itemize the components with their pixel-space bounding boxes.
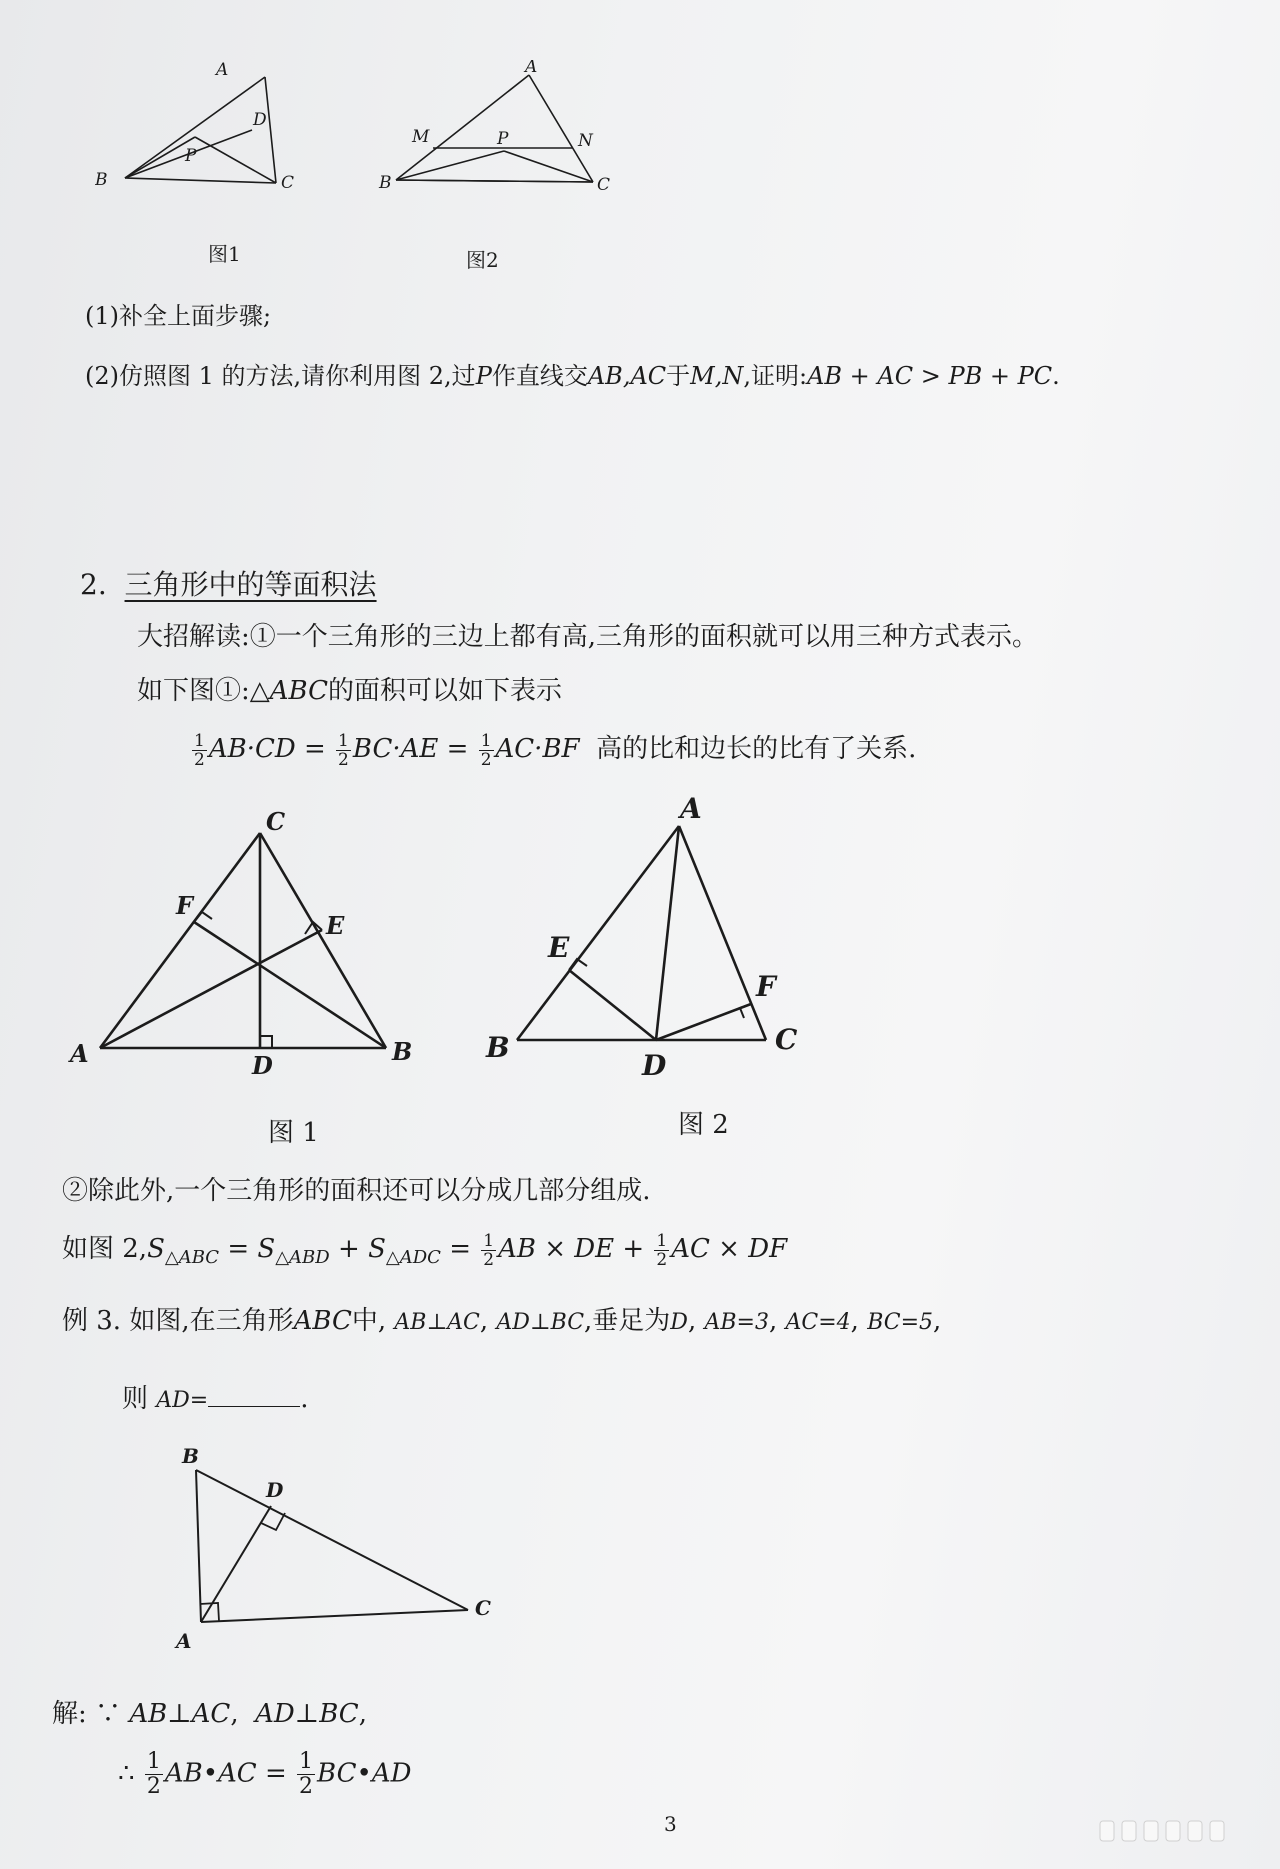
section-figure-1-caption: 图 1	[268, 1118, 319, 1148]
example-3-question: 则 AD= .	[122, 1384, 309, 1414]
top-figure-1	[95, 55, 325, 225]
svg-text:B: B	[95, 170, 108, 190]
question-2: (2)仿照图 1 的方法,请你利用图 2,过P作直线交AB,AC于M,N,证明:AB + AC > PB + PC.	[85, 362, 1060, 390]
svg-text:D: D	[642, 1049, 667, 1082]
svg-text:E: E	[326, 911, 345, 940]
svg-text:B: B	[182, 1444, 199, 1468]
area-sum-formula: 如图 $2,S_{\triangle ABC} = S_{\triangle ABD} + S_{\triangle ADC}$ = $\frac{1}{2}$ AB × DE + $\frac{1}{2}$ AC × DF	[62, 1230, 788, 1270]
svg-text:D: D	[253, 110, 267, 130]
svg-text:E: E	[548, 931, 570, 964]
top-figure-2-caption: 图2	[466, 248, 499, 272]
section-2-other: ②除此外,一个三角形的面积还可以分成几部分组成.	[62, 1176, 651, 1206]
section-2-intro: 大招解读:①一个三角形的三边上都有高,三角形的面积就可以用三种方式表示。	[137, 622, 1039, 652]
svg-text:B: B	[392, 1037, 413, 1066]
svg-text:A: A	[216, 60, 229, 80]
section-2-heading: 2. 三角形中的等面积法	[80, 568, 377, 601]
svg-text:A: A	[176, 1629, 192, 1653]
section-figure-2-caption: 图 2	[678, 1110, 729, 1140]
question-1: (1)补全上面步骤;	[85, 302, 272, 330]
section-figure-2	[480, 785, 810, 1085]
svg-text:C: C	[597, 175, 611, 195]
example-3: 例 3. 如图,在三角形ABC中, AB⊥AC, AD⊥BC,垂足为D, AB=3, AC=4, BC=5,	[62, 1306, 942, 1336]
svg-text:D: D	[266, 1478, 284, 1502]
svg-text:B: B	[486, 1031, 510, 1064]
svg-text:P: P	[185, 146, 197, 166]
svg-text:C: C	[281, 173, 295, 193]
top-figure-2	[375, 60, 635, 230]
svg-text:D: D	[252, 1051, 273, 1080]
svg-text:N: N	[578, 131, 593, 151]
svg-text:A: A	[525, 60, 538, 77]
svg-text:F: F	[176, 891, 194, 920]
svg-text:C: C	[475, 1596, 491, 1620]
svg-text:B: B	[379, 173, 392, 193]
svg-text:A: A	[680, 792, 702, 825]
svg-text:M: M	[412, 127, 430, 147]
solution-line-2: ∴ $\frac{1}{2}$ AB•AC = $\frac{1}{2}$ BC•AD	[118, 1749, 412, 1799]
watermark-bars	[1090, 1815, 1250, 1845]
svg-text:C: C	[775, 1023, 798, 1056]
example-3-figure	[170, 1440, 500, 1660]
section-figure-1	[60, 800, 430, 1080]
svg-text:F: F	[756, 970, 776, 1003]
section-2-title: 三角形中的等面积法	[124, 568, 377, 601]
svg-text:C: C	[266, 807, 286, 836]
area-equation-three-ways: $\frac{1}{2}$ AB·CD = $\frac{1}{2}$ BC·AE = $\frac{1}{2}$ AC·BF 高的比和边长的比有了关系.	[194, 730, 917, 770]
svg-text:A: A	[70, 1039, 89, 1068]
solution-line-1: 解: ∵ AB⊥AC, AD⊥BC,	[52, 1699, 367, 1729]
svg-text:P: P	[497, 129, 509, 149]
page-number: 3	[664, 1812, 677, 1836]
answer-blank	[208, 1384, 300, 1407]
section-2-fig-intro: 如下图①:△ABC的面积可以如下表示	[137, 676, 563, 706]
top-figure-1-caption: 图1	[208, 242, 241, 266]
